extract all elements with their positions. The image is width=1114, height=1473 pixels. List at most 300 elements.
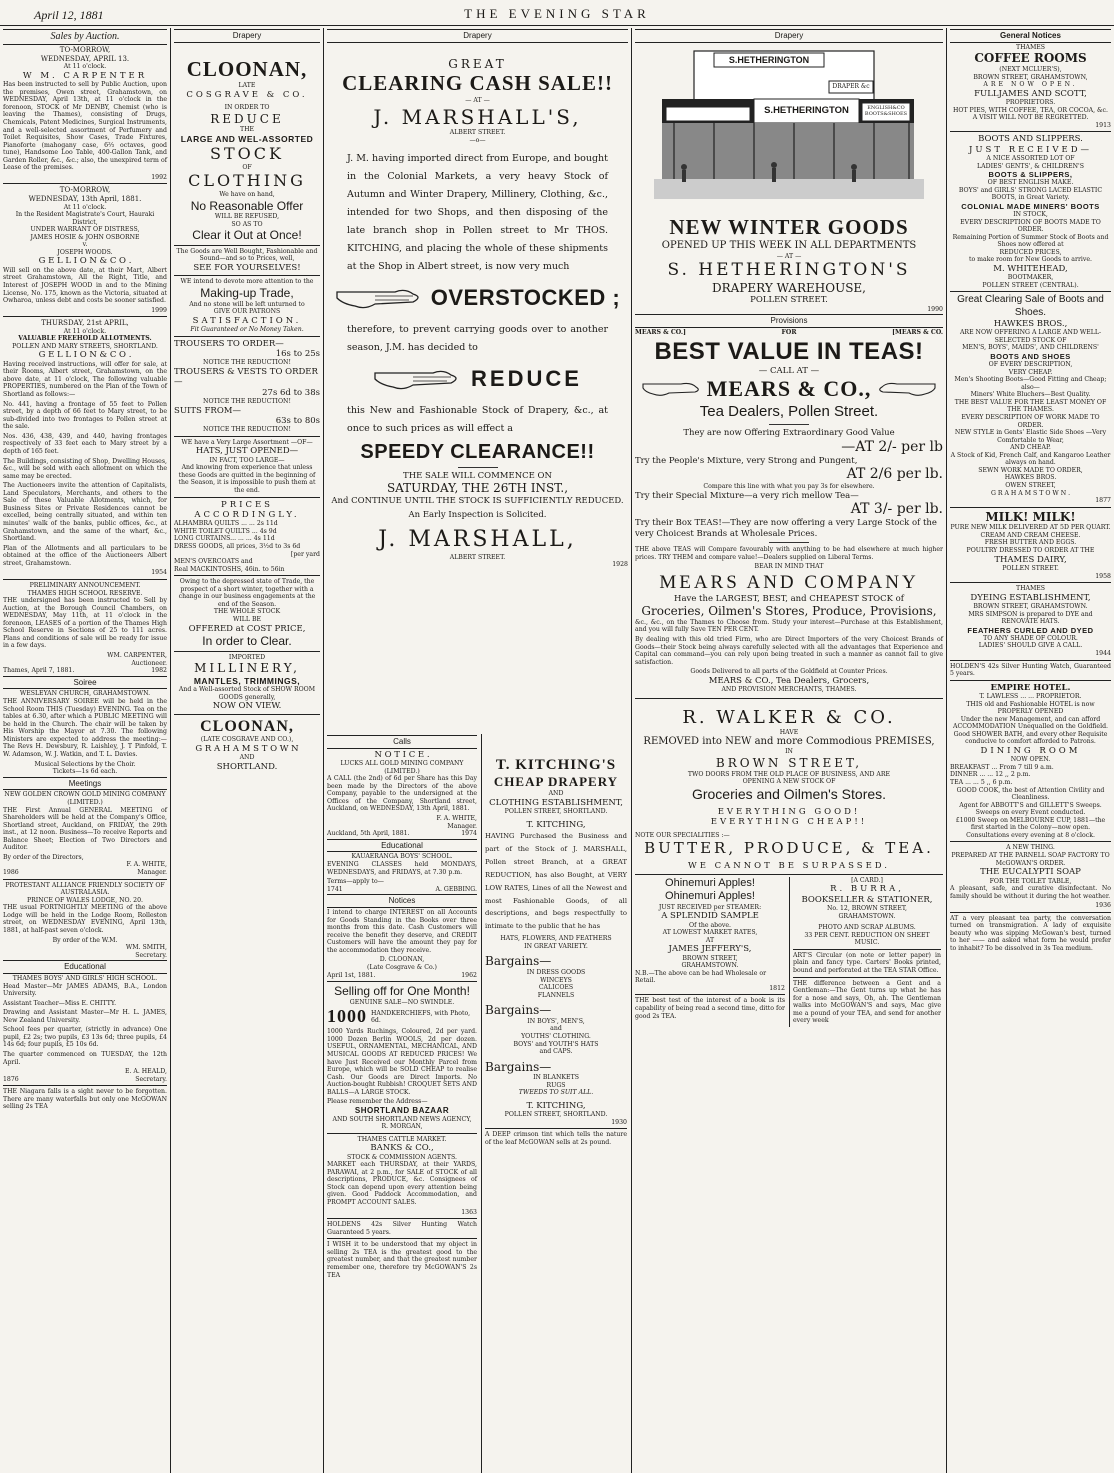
walker-note: NOTE OUR SPECIALITIES :—: [635, 831, 730, 839]
cattle-title: THAMES CATTLE MARKET.: [357, 1135, 447, 1143]
marshall-at: — AT —: [465, 96, 490, 104]
auction-time: At 11 o'clock.: [63, 203, 107, 211]
price-trousers: 16s to 25s: [275, 349, 320, 359]
auction-body: Having received instructions, will offer for sale, at their Rooms, Albert street, Grahamstown, on the above date, at 11 o'clock, The following valuable PROPERTIES, numbered on the Plan of the Town of Shortland as follows:—: [3, 360, 167, 399]
cloonan-whole: THE WHOLE STOCK: [213, 608, 281, 616]
boots-reduced: REDUCED PRICES,: [999, 248, 1062, 256]
cloonan-soas: SO AS TO: [231, 220, 263, 228]
section-drapery: Drapery: [327, 29, 628, 43]
lucks-title: LUCKS ALL GOLD MINING COMPANY (LIMITED.): [340, 760, 464, 775]
signature-role: Secretary.: [135, 951, 167, 959]
burra-card: [A CARD.]: [851, 876, 883, 884]
walker-have: HAVE: [779, 728, 799, 736]
kitching-name: T. KITCHING,: [526, 819, 586, 830]
bazaar-sub: AND SOUTH SHORTLAND NEWS AGENCY,: [332, 1115, 472, 1123]
soap-body: A pleasant, safe, and curative disinfectant. No family should be without it during the hot weather.: [950, 885, 1111, 900]
school-body: Assistant Teacher—Miss E. CHITTY.: [3, 999, 117, 1007]
signature-role: Manager.: [447, 822, 477, 830]
cloonan-nostone: And no stone will be left unturned to: [189, 300, 305, 308]
filler-note: A DEEP crimson tint which tells the nature of the leaf McGOWAN sells at 2s pound.: [485, 1131, 627, 1147]
ad-number: 1936: [1095, 902, 1111, 910]
meeting-body: THE usual FORTNIGHTLY MEETING of the above Lodge will be held in the Lodge Room, Rolleston street, on WEDNESDAY EVENING, April 13th, 1881, at half-past seven o'clock.: [3, 904, 167, 934]
mears-tag: MEARS & CO.]: [635, 329, 686, 337]
dye-shade: TO ANY SHADE OF COLOUR.: [983, 634, 1078, 642]
jeffery-rates: AT LOWEST MARKET RATES,: [662, 929, 758, 937]
boots-slippers: BOOTS & SLIPPERS,: [988, 170, 1073, 180]
kitching-tweeds: TWEEDS TO SUIT ALL.: [518, 1089, 594, 1097]
mears-call: — CALL AT —: [758, 365, 820, 376]
masthead: [0, 0, 1114, 26]
hawkes-offering: ARE NOW OFFERING A LARGE AND WELL-SELECTED STOCK OF: [959, 329, 1102, 344]
storefront-illustration: [654, 47, 924, 207]
kitching-name: T. KITCHING,: [526, 1101, 586, 1111]
jeffery-apples: Ohinemuri Apples!: [665, 890, 755, 903]
cloonan-shortland: SHORTLAND.: [216, 761, 278, 772]
hotel-agent: Agent for ABBOTT'S and GILLETT'S Sweeps.: [959, 801, 1102, 809]
hotel-now: NOW OPEN.: [1010, 756, 1051, 764]
cloonan-we: WE intend to devote more attention to the: [180, 278, 314, 286]
hetherington-opened: OPENED UP THIS WEEK IN ALL DEPARTMENTS: [661, 240, 917, 252]
hetherington-warehouse: DRAPERY WAREHOUSE,: [712, 280, 866, 295]
sell-count: 1000: [327, 1006, 367, 1027]
burra-name: R. BURRA,: [830, 884, 904, 895]
jeffery-apples: Ohinemuri Apples!: [665, 876, 755, 889]
jeffery-town: GRAHAMSTOWN.: [681, 962, 739, 970]
boots-remaining: Remaining Portion of Summer Stock of Boots and Shoes now offered at: [952, 233, 1109, 249]
school-body: The quarter commenced on TUESDAY, the 12th April.: [3, 1051, 167, 1066]
notice-title: N O T I C E .: [374, 749, 430, 760]
hotel-cook: GOOD COOK, the best of Attention Civility and Cleanliness.: [956, 786, 1105, 802]
notice-reduction: NOTICE THE REDUCTION!: [203, 359, 291, 367]
bazaar-name: SHORTLAND BAZAAR: [354, 1105, 450, 1115]
price-vests: 27s 6d to 38s: [262, 387, 320, 398]
auctioneer-name: G E L L I O N & C O .: [38, 350, 132, 361]
marshall-speedy: SPEEDY CLEARANCE!!: [360, 440, 595, 463]
hawkes-andcheap: AND CHEAP.: [1010, 444, 1051, 452]
signature: WM. CARPENTER,: [107, 652, 167, 660]
auction-when: TO-MORROW,: [59, 46, 111, 55]
signature: E. A. HEALD,: [124, 1068, 167, 1076]
soiree-tickets: Tickets—1s 6d each.: [52, 768, 118, 776]
ad-number: 1962: [461, 971, 477, 979]
signature: A. GEBBING.: [435, 885, 477, 893]
dairy-street: POLLEN STREET.: [1002, 564, 1059, 572]
auction-subtitle: THAMES HIGH SCHOOL RESERVE.: [27, 589, 143, 597]
jeffery-at: AT: [705, 936, 715, 944]
section-calls: Calls: [327, 735, 477, 749]
cloonan-title: CLOONAN,: [186, 56, 308, 81]
cloonan-infact: IN FACT, TOO LARGE—: [209, 456, 285, 464]
cloonan-clothing: CLOTHING: [188, 171, 306, 191]
hawkes-mens: MEN'S, BOYS', MAIDS', AND CHILDRENS': [962, 344, 1099, 352]
meeting-title: NEW GOLDEN CROWN GOLD MINING COMPANY (LIMITED.): [4, 791, 166, 806]
cloonan-sat: SATISFACTION.: [192, 315, 302, 326]
mears-try: Try the People's Mixture, very Strong and Pungent,: [635, 455, 858, 466]
auction-body: Has been instructed to sell by Public Auction, upon the premises, Owen street, Grahamstown, on WEDNESDAY, April 13th, at 11 o'clock in the forenoon, STOCK of Mr DENBY, Chemist (who is leaving the Thames), consisting of Drugs, Chemicals, Patent Medicines, Surgical Instruments, and a well-selected assortment of Perfumery and Toilet Requisites, Show Cases, Trade Fixtures, Pianoforte (mahogany case, 6⅔ octaves, good tune), Handsome Loo Table, 400-Gallon Tank, and Garden Roller, &c., &c.; also, the unexpired term of Lease of the premises.: [3, 81, 167, 172]
signature: F. A. WHITE,: [436, 815, 477, 823]
walker-cheap: EVERYTHING CHEAP!!: [710, 817, 868, 828]
jeffery-just: JUST RECEIVED per STEAMER:: [658, 903, 762, 911]
walker-opening: OPENING A NEW STOCK OF: [742, 778, 836, 786]
jeffery-ad: [635, 877, 785, 1027]
dye-street: BROWN STREET, GRAHAMSTOWN.: [973, 603, 1088, 610]
hetherington-headline: NEW WINTER GOODS: [669, 214, 909, 239]
price-line: ALHAMBRA QUILTS ... ... 2s 11d: [174, 520, 278, 528]
walker-groceries: Groceries and Oilmen's Stores.: [691, 785, 887, 802]
cloonan-hand: We have on hand,: [219, 190, 275, 198]
ad-number: 1974: [461, 830, 477, 838]
ad-number: 1930: [611, 1118, 627, 1126]
hawkes-every: OF EVERY DESCRIPTION,: [988, 361, 1073, 369]
boots-colonial: COLONIAL MADE MINERS' BOOTS: [961, 201, 1100, 211]
hawkes-name: HAWKES BROS.: [1004, 474, 1057, 482]
section-notices: Notices: [327, 894, 477, 908]
cloonan-offered: OFFERED at COST PRICE,: [188, 623, 306, 634]
school-body: Drawing and Assistant Master—Mr H. L. JAMES, New Zealand University.: [3, 1009, 167, 1024]
hawkes-sewn: SEWN WORK MADE TO ORDER,: [978, 466, 1083, 474]
ad-number: 1982: [151, 667, 167, 675]
ad-number: 1928: [612, 561, 628, 569]
auction-day: THURSDAY, 21st APRIL,: [41, 319, 129, 328]
meeting-subtitle: PRINCE OF WALES LODGE, NO. 20.: [26, 896, 143, 904]
auction-place: In the Resident Magistrate's Court, Hauraki District,: [15, 211, 155, 226]
signature: F. A. WHITE,: [126, 861, 167, 869]
hawkes-stock: A Stock of Kid, French Calf, and Kangaroo Leather always on hand.: [950, 451, 1111, 467]
ad-number: 1958: [1095, 572, 1111, 580]
price-line: [per yard: [290, 550, 320, 558]
dairy-fresh: FRESH BUTTER AND EGGS.: [984, 539, 1077, 547]
coffee-owners: FULLJAMES AND SCOTT,: [974, 88, 1087, 99]
cloonan-order: IN ORDER TO: [224, 104, 270, 112]
kitching-variety: IN GREAT VARIETY.: [524, 942, 588, 950]
meeting-by: By order of the W.M.: [52, 936, 118, 944]
auction-versus: v.: [82, 241, 88, 249]
notice-reduction: NOTICE THE REDUCTION!: [203, 426, 291, 434]
ad-number: 1877: [1095, 497, 1111, 505]
burra-ad: [789, 877, 941, 1027]
kaua-title: KAUAERANGA BOYS' SCHOOL.: [351, 853, 453, 861]
boots-boys: BOYS' and GIRLS' STRONG LACED ELASTIC BOOTS, in Great Variety.: [958, 186, 1103, 202]
price-line: LONG CURTAINS... ... ... 4s 11d: [174, 535, 275, 543]
pointing-hand-icon: [641, 378, 701, 401]
divider: —o—: [469, 136, 486, 144]
auction-subtitle: POLLEN AND MARY STREETS, SHORTLAND.: [12, 342, 158, 350]
price-suits: 63s to 80s: [275, 415, 320, 426]
banks-body: MARKET each THURSDAY, at their YARDS, PARAWAI, at 2 p.m., for SALE of STOCK of all descriptions, PRODUCE, &c. Consignees of Stock can depend upon every attention being given. Good Paddock Accommodation, and PROMPT ACCOUNT SALES.: [327, 1161, 477, 1207]
hotel-dining: DINING ROOM: [980, 745, 1081, 756]
mears-name: MEARS & CO.,: [706, 376, 872, 402]
mears-tag: [MEARS & CO.: [892, 329, 943, 337]
marshall-name: J. MARSHALL,: [378, 526, 577, 552]
dairy-pure: PURE NEW MILK DELIVERED AT 5D PER QUART.: [950, 524, 1111, 532]
jeffery-street: BROWN STREET,: [682, 954, 738, 962]
marshall-great: GREAT: [448, 56, 507, 71]
dye-simpson: MRS SIMPSON is prepared to DYE and RENOVATE HATS.: [968, 610, 1093, 626]
dairy-title: MILK! MILK!: [985, 509, 1076, 524]
pointing-hand-icon: [335, 282, 425, 315]
auction-title: VALUABLE FREEHOLD ALLOTMENTS.: [18, 335, 152, 343]
marshall-date: SATURDAY, THE 26TH INST.,: [386, 481, 569, 496]
cloonan-and: AND: [239, 754, 255, 762]
signature-role: Secretary.: [135, 1075, 167, 1083]
cloonan-varied: WE have a Very Large Assortment —OF—: [181, 438, 313, 446]
cloonan-hats: HATS, JUST OPENED—: [195, 446, 299, 457]
walker-street: BROWN STREET,: [715, 756, 863, 771]
bargain-item: CALICOES: [538, 984, 574, 992]
boots-instock: IN STOCK,: [1013, 211, 1048, 219]
cloonan-refused: WILL BE REFUSED,: [214, 213, 280, 221]
cloonan-large: LARGE AND WEL-ASSORTED: [180, 134, 314, 145]
cloonan-see: SEE FOR YOURSELVES!: [193, 263, 301, 274]
price-vests-label: TROUSERS & VESTS TO ORDER—: [174, 366, 318, 388]
mears-delivered: Goods Delivered to all parts of the Goldfield at Counter Prices.: [690, 668, 888, 676]
bargains-label: Bargains—: [485, 1003, 552, 1018]
cloonan-inorder: In order to Clear.: [202, 633, 292, 648]
signature-role: (Late Cosgrave & Co.): [367, 963, 437, 971]
hawkes-name: HAWKES BROS.,: [993, 318, 1068, 329]
ad-number: 1363: [461, 1208, 477, 1216]
auction-body: Plan of the Allotments and all particulars to be obtained at the office of the Auctioneers Albert street, Grahamstown.: [3, 544, 167, 567]
section-provisions: Provisions: [635, 314, 943, 328]
dairy-name: THAMES DAIRY,: [994, 554, 1067, 565]
signature-role: Manager.: [137, 869, 167, 877]
dairy-cream: CREAM AND CREAM CHEESE.: [980, 531, 1081, 539]
section-meetings: Meetings: [3, 777, 167, 791]
mears-have: Have the LARGEST, BEST, and CHEAPEST STOCK of: [674, 593, 904, 604]
column-auctions: [0, 28, 170, 1473]
section-sales-by-auction: Sales by Auction.: [3, 29, 167, 45]
bargain-item: WINCEYS: [540, 976, 572, 984]
burra-address: No. 12, BROWN STREET,: [826, 905, 908, 913]
burra-arts: ART'S Circular (on note or letter paper) in plain and fancy type. Carters' Books printed, bound and perforated at the TEA STAR Office.: [793, 951, 941, 974]
school-body: Head Master—Mr JAMES ADAMS, B.A., London University.: [3, 982, 167, 998]
boots-nice: A NICE ASSORTED LOT OF: [986, 154, 1075, 162]
mears-try: Try their Box TEAS!—They are now offering a very Large Stock of the very Choicest Brands at Wholesale Prices.: [635, 518, 937, 539]
cloonan-of: OF: [242, 163, 252, 171]
signature-role: Auctioneer.: [131, 659, 167, 667]
newspaper-name: THE EVENING STAR: [464, 6, 650, 21]
hotel-under: Under the new Management, and can afford ACCOMMODATION Unequalled on the Goldfield.: [953, 715, 1108, 731]
auction-time: At 11 o'clock.: [63, 327, 107, 335]
marshall-body: J. M. having imported direct from Europe, and bought in the Colonial Markets, a very heavy Stock of Autumn and Winter Drapery, Millinery, Clothing, &c., intended for two Shops, and then disposing of the late branch shop in Pollen street to Mr THOS. KITCHING, and placing the whole of these shipments at the Shop in Albert street, is now very much: [347, 153, 608, 273]
ad-number: 1876: [3, 1075, 19, 1083]
coffee-thames: THAMES: [1015, 43, 1046, 51]
subcolumn-kitching: [481, 734, 627, 1473]
walker-good: EVERYTHING GOOD!: [717, 806, 861, 817]
mears-groceries: Groceries, Oilmen's Stores, Produce, Provisions,: [641, 604, 937, 619]
storefront-icon: [654, 47, 924, 207]
sell-body: 1000 Yards Ruchings, Coloured, 2d per yard. 1000 Dozen Berlin WOOLS, 2d per dozen. USEFUL, ORNAMENTAL, MECHANICAL, AND MUSICAL GOODS AT REDUCED PRICES! We have Just Received our Monthly Parcel from Europe, which will be SOLD CHEAP to realise Cash. Our Goods are Direct Imports. No Auction-bought Rubbish! CROQUET SETS AND BALLS—A LARGE STOCK.: [327, 1028, 477, 1096]
column-marshall: [324, 28, 631, 1473]
notice-body: I intend to charge INTEREST on all Accounts for Goods Standing in the Books over three months from this date. Cash Customers will receive the benefit they deserve, and CREDIT Customers will have the amount they pay for the accommodation they receive.: [327, 909, 477, 954]
hawkes-best: THE BEST VALUE FOR THE LEAST MONEY OF THE THAMES.: [954, 398, 1107, 414]
column-general-notices: [947, 28, 1114, 1473]
cloonan-fit: Fit Guaranteed or No Money Taken.: [190, 326, 304, 334]
hotel-opened: PROPERLY OPENED: [997, 708, 1064, 716]
banks-name: BANKS & CO.,: [370, 1143, 434, 1154]
dye-feathers: FEATHERS CURLED AND DYED: [967, 625, 1094, 635]
marshall-thisnew: this New and Fashionable Stock of Drapery, &c., at once to such prices as will effect a: [347, 404, 608, 434]
hawkes-new: NEW STYLE in Gents' Elastic Side Shoes —Very Comfortable to Wear,: [954, 429, 1107, 444]
cloonan-late: LATE: [238, 82, 256, 90]
cloonan-the: THE: [239, 126, 255, 134]
cloonan-and: And a Well-assorted Stock of SHOW ROOM GOODS generally,: [178, 686, 316, 701]
auction-defendant: JOSEPH WOODS.: [57, 248, 113, 256]
lucks-body: A CALL (the 2nd) of 6d per Share has this Day been made by the Directors of the above Company, payable to the undersigned at the Offices of the Company, Shortland street, Auckland, on WEDNESDAY, 13th April, 1881.: [327, 775, 477, 813]
auction-body: Nos. 436, 438, 439, and 440, having frontages respectively of 33 feet each to Mary street by a depth of 165 feet.: [3, 432, 167, 455]
pointing-hand-icon: [877, 378, 937, 401]
ad-number: 1741: [327, 885, 343, 893]
bargain-item: IN BLANKETS: [533, 1074, 579, 1082]
cloonan-clear: Clear it Out at Once!: [192, 228, 302, 243]
marshall-continue: And CONTINUE UNTIL THE STOCK IS SUFFICIENTLY REDUCED.: [331, 496, 624, 507]
hetherington-name: S. HETHERINGTON'S: [667, 260, 911, 281]
hawkes-bluchers: Miners' White Bluchers—Best Quality.: [970, 391, 1091, 399]
marshall-name: J. MARSHALL'S,: [373, 104, 582, 129]
mears-deal: By dealing with this old tried Firm, who are Direct Importers of the very Choicest Brands of Goods—their Stock being always carefully selected with all the advantages that Experience and Capital can command—you can rely upon being treated in such a manner as cannot fail to give satisfaction.: [635, 636, 943, 666]
coffee-open: ARE NOW OPEN.: [983, 81, 1078, 89]
banks-agents: STOCK & COMMISSION AGENTS.: [347, 1153, 457, 1161]
shop-sign: ENGLISH&CO BOOTS&SHOES: [864, 104, 908, 117]
kitching-street: POLLEN STREET, SHORTLAND.: [504, 808, 608, 816]
coffee-street: BROWN STREET, GRAHAMSTOWN,: [973, 73, 1088, 81]
ad-number: 1986: [3, 869, 19, 877]
cloonan-owing: Owing to the depressed state of Trade, the prospect of a short winter, together with a change in our business engagements at the end of the Season.: [178, 578, 316, 608]
mears-price: —AT 2/- per lb: [841, 438, 943, 455]
section-drapery: Drapery: [635, 29, 943, 43]
mears-company: MEARS AND COMPANY: [659, 571, 919, 593]
cloonan-mantles: MANTLES, TRIMMINGS,: [193, 675, 301, 686]
hotel-hours: DINNER ... ... 12 ,, 2 p.m.: [950, 771, 1031, 779]
issue-date: April 12, 1881: [34, 8, 104, 22]
bargains-label: Bargains—: [485, 954, 552, 969]
burra-albums: PHOTO AND SCRAP ALBUMS.: [818, 924, 916, 932]
hawkes-work: EVERY DESCRIPTION OF WORK MADE TO ORDER.: [961, 413, 1100, 429]
hotel-consultations: Consultations every evening at 8 o'clock.: [966, 831, 1095, 839]
kitching-hats: HATS, FLOWERS, AND FEATHERS: [500, 935, 612, 943]
mears-try: Try their Special Mixture—a very rich mellow Tea—: [635, 490, 859, 501]
hotel-cup: £1000 Sweep on MELBOURNE CUP, 1881—the first started in the Colony—now open.: [955, 816, 1106, 832]
walker-two: TWO DOORS FROM THE OLD PLACE OF BUSINESS, AND ARE: [687, 770, 891, 778]
jeffery-nb: N.B.—The above can be had Wholesale or Retail.: [635, 969, 767, 985]
signature: D. CLOONAN,: [379, 956, 425, 964]
cloonan-goods: The Goods are Well Bought, Fashionable and Sound—and so to Prices, well,: [176, 247, 318, 263]
bargain-item: FLANNELS: [537, 991, 575, 999]
kaua-body: EVENING CLASSES held MONDAYS, WEDNESDAYS, and FRIDAYS, at 7.30 p.m.: [327, 861, 477, 876]
coffee-hot: HOT PIES, WITH COFFEE, TEA, OR COCOA, &c.: [953, 106, 1108, 114]
price-line: WHITE TOILET QUILTS ... 4s 9d: [174, 527, 277, 535]
notice-date: April 1st, 1881.: [327, 971, 376, 979]
soiree-body: THE ANNIVERSARY SOIREE will be held in the School Room THIS (Tuesday) EVENING. Tea on the tables at 6.30, after which a PUBLIC MEETING will be held in the Church. The chair will be taken by His Worship the Mayor at 7.30. The following Ministers are expected to address the meeting:—The Revs H. Dewsbury, R. Laishley, J. T Pinfold, T. W. Adamson, W. J. Watkin, and T. L. Davies.: [3, 698, 167, 758]
auctioneer-name: W M. CARPENTER: [22, 70, 148, 81]
cloonan-title: CLOONAN,: [200, 717, 294, 735]
notice-date: Auckland, 5th April, 1881.: [327, 830, 410, 838]
cloonan-cosgrave: COSGRAVE & CO.: [186, 89, 308, 100]
bargain-item: IN DRESS GOODS: [526, 969, 586, 976]
soap-prepared: PREPARED AT THE PARNELL SOAP FACTORY TO McGOWAN'S ORDER.: [951, 852, 1110, 867]
marshall-reduce: REDUCE: [471, 365, 582, 391]
section-educational: Educational: [327, 839, 477, 853]
ad-number: 1999: [151, 306, 167, 314]
auction-day: WEDNESDAY, 13th April, 1881.: [28, 195, 142, 204]
bargain-item: RUGS: [546, 1081, 566, 1089]
notice-reduction: NOTICE THE REDUCTION!: [203, 398, 291, 405]
cloonan-willbe: WILL BE: [232, 616, 262, 624]
bargains-label: Bargains—: [485, 1059, 552, 1074]
bargain-item: and CAPS.: [539, 1048, 573, 1056]
marshall-therefore: therefore, to prevent carrying goods over to another season, J.M. has decided to: [347, 323, 608, 353]
boots-tomake: to make room for New Goods to arrive.: [968, 256, 1093, 264]
bargain-item: and: [550, 1025, 562, 1033]
mears-price: AT 2/6 per lb.: [846, 466, 943, 483]
section-soiree: Soiree: [3, 676, 167, 690]
hawkes-town: G R A H A M S T O W N .: [990, 489, 1071, 497]
filler-note: THE best test of the interest of a book is its capability of being read a second time, ditto for good 2s TEA.: [635, 997, 785, 1020]
shop-sign: DRAPER &c: [832, 82, 870, 90]
dairy-poultry: POULTRY DRESSED TO ORDER AT THE: [966, 547, 1095, 555]
price-trousers-label: TROUSERS TO ORDER—: [174, 338, 284, 349]
kitching-title: T. KITCHING'S: [495, 757, 617, 773]
walker-in: IN: [785, 748, 793, 756]
ad-number: 1954: [151, 569, 167, 577]
auction-when: TO-MORROW,: [59, 186, 111, 195]
coffee-visit: A VISIT WILL NOT BE REGRETTED.: [972, 114, 1089, 122]
hotel-good: Good SHOWER BATH, and every other Requisite conducive to comfort afforded to Patrons.: [953, 730, 1108, 746]
mears-compare: Compare this line with what you pay 3s for elsewhere.: [703, 483, 875, 491]
walker-removed: REMOVED into NEW and more Commodious PREMISES,: [643, 736, 935, 748]
mears-offer: They are now Offering Extraordinary Good Value: [683, 428, 895, 439]
cloonan-millinery: MILLINERY,: [194, 661, 300, 676]
auction-body: The Buildings, consisting of Shop, Dwelling Houses, &c., will be sold with each allotment on which the same may be erected.: [3, 457, 167, 480]
ad-number: 1944: [1095, 649, 1111, 657]
whitehead-trade: BOOTMAKER,: [1007, 274, 1054, 282]
sell-hand: HANDKERCHIEFS, with Photo, 6d.: [371, 1009, 471, 1025]
section-educational: Educational: [3, 960, 167, 974]
marshall-street: ALBERT STREET.: [449, 128, 506, 136]
cloonan-stock: STOCK: [210, 144, 284, 164]
ad-number: 1812: [769, 984, 785, 992]
filler-note: THE difference between a Gent and a Gentleman:—The Gent turns up what he has for a nose and says, Oh, ah. The Gentleman walks into McGOWAN'S and says, Mac give me a pound of your TEA, and send for another every week: [793, 979, 941, 1025]
school-body: School fees per quarter, (strictly in advance) One pupil, £2 2s; two pupils, £3 13s 6d; three pupils, £4 14s 6d; four pupils, £5 10s 6d.: [3, 1026, 167, 1049]
meeting-by: By order of the Directors,: [3, 853, 84, 861]
cloonan-give: GIVE OUR PATRONS: [213, 308, 281, 316]
auction-time: At 11 o'clock.: [63, 63, 107, 71]
cloonan-late: (LATE COSGRAVE AND CO.),: [200, 736, 294, 744]
auction-body: The Auctioneers invite the attention of Capitalists, Land Speculators, Merchants, and others to the Sale of these Valuable Allotments, which, for Business Sites or Private Residences cannot be excelled, being centrally situated, and within ten minutes' walk of the banks, public offices, &c., at Grahamstown, and the same of the wharf, &c., Shortland.: [3, 482, 167, 543]
coffee-title: COFFEE ROOMS: [974, 51, 1087, 66]
marshall-headline: CLEARING CASH SALE!!: [342, 71, 613, 96]
kaua-terms: Terms—apply to—: [327, 878, 384, 886]
marshall-overstocked: OVERSTOCKED ;: [430, 285, 621, 311]
notice-date: Thames, April 7, 1881.: [3, 667, 75, 675]
walker-specialities: BUTTER, PRODUCE, & TEA.: [644, 839, 934, 858]
price-suits-label: SUITS FROM—: [174, 405, 242, 416]
burra-town: GRAHAMSTOWN.: [838, 912, 896, 920]
signature: WM. SMITH,: [125, 944, 167, 952]
cloonan-offer: No Reasonable Offer: [190, 198, 304, 213]
soiree-title: WESLEYAN CHURCH, GRAHAMSTOWN.: [19, 690, 151, 698]
dye-thames: THAMES: [1015, 585, 1046, 593]
hetherington-street: POLLEN STREET.: [750, 295, 828, 306]
mears-merchants: AND PROVISION MERCHANTS, THAMES.: [721, 686, 857, 694]
walker-surpassed: WE CANNOT BE SURPASSED.: [687, 861, 891, 872]
sell-title: Selling off for One Month!: [334, 984, 470, 999]
auction-warrant: UNDER WARRANT OF DISTRESS,: [30, 226, 140, 234]
burra-trade: BOOKSELLER & STATIONER,: [801, 894, 933, 905]
mears-bear: BEAR IN MIND THAT: [754, 563, 824, 571]
hotel-thisold: THIS old and Fashionable HOTEL is now: [966, 700, 1095, 708]
coffee-next: (NEXT MCLUER'S),: [999, 65, 1062, 73]
